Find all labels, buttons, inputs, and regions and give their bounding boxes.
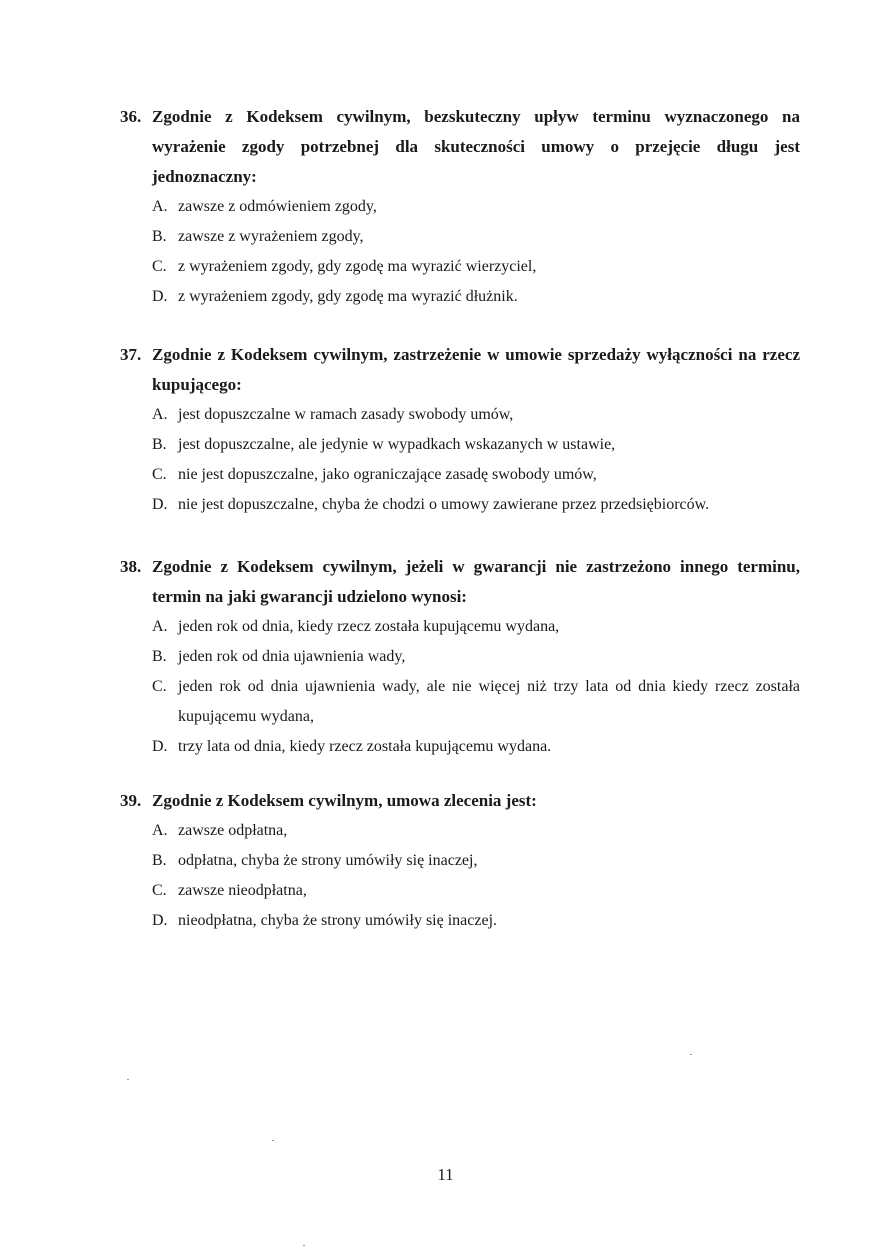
option-text: zawsze nieodpłatna, xyxy=(178,882,307,899)
option-letter: D. xyxy=(152,912,168,929)
answer-option-c xyxy=(120,672,800,732)
scan-speck xyxy=(272,1140,274,1141)
answer-option-a xyxy=(120,400,800,430)
answer-option-d xyxy=(120,490,800,520)
question-number: 37. xyxy=(120,345,142,364)
option-letter: C. xyxy=(152,678,167,695)
answer-option-a xyxy=(120,612,800,642)
option-text: jeden rok od dnia ujawnienia wady, ale nie więcej niż trzy lata od dnia kiedy rzecz została kupującemu wydana, xyxy=(178,678,800,725)
answer-option-a xyxy=(120,192,800,222)
option-text: z wyrażeniem zgody, gdy zgodę ma wyrazić wierzyciel, xyxy=(178,258,537,275)
answer-option-c xyxy=(120,252,800,282)
option-letter: C. xyxy=(152,466,167,483)
question-number: 36. xyxy=(120,107,142,126)
option-text: nieodpłatna, chyba że strony umówiły się inaczej. xyxy=(178,912,498,929)
option-letter: B. xyxy=(152,436,167,453)
option-letter: C. xyxy=(152,882,167,899)
question-number: 38. xyxy=(120,557,142,576)
answer-option-c xyxy=(120,876,800,906)
answer-option-b xyxy=(120,222,800,252)
scan-speck xyxy=(127,1079,129,1080)
answer-option-b xyxy=(120,846,800,876)
question-stem xyxy=(120,786,800,816)
page-number: 11 xyxy=(437,1165,454,1184)
answer-option-b xyxy=(120,642,800,672)
option-text: zawsze z odmówieniem zgody, xyxy=(178,198,377,215)
question-39 xyxy=(120,786,800,936)
option-letter: B. xyxy=(152,648,167,665)
option-text: jest dopuszczalne w ramach zasady swobody umów, xyxy=(178,406,514,423)
question-text: Zgodnie z Kodeksem cywilnym, bezskuteczny upływ terminu wyznaczonego na wyrażenie zgody potrzebnej dla skuteczności umowy o przejęcie długu jest jednoznaczny: xyxy=(152,107,800,186)
option-letter: A. xyxy=(152,406,168,423)
option-letter: C. xyxy=(152,258,167,275)
option-text: nie jest dopuszczalne, jako ograniczające zasadę swobody umów, xyxy=(178,466,597,483)
answer-option-a xyxy=(120,816,800,846)
question-37 xyxy=(120,340,800,520)
question-stem xyxy=(120,102,800,192)
scan-speck xyxy=(690,1054,692,1055)
option-text: jeden rok od dnia, kiedy rzecz została kupującemu wydana, xyxy=(178,618,560,635)
option-letter: D. xyxy=(152,496,168,513)
option-letter: B. xyxy=(152,228,167,245)
question-text: Zgodnie z Kodeksem cywilnym, jeżeli w gwarancji nie zastrzeżono innego terminu, termin na jaki gwarancji udzielono wynosi: xyxy=(152,557,800,606)
option-text: zawsze z wyrażeniem zgody, xyxy=(178,228,364,245)
question-text: Zgodnie z Kodeksem cywilnym, zastrzeżenie w umowie sprzedaży wyłączności na rzecz kupującego: xyxy=(152,345,800,394)
answer-options xyxy=(120,612,800,762)
option-letter: D. xyxy=(152,738,168,755)
answer-option-b xyxy=(120,430,800,460)
option-text: jeden rok od dnia ujawnienia wady, xyxy=(178,648,406,665)
question-stem xyxy=(120,340,800,400)
answer-option-d xyxy=(120,732,800,762)
answer-options xyxy=(120,192,800,312)
option-text: odpłatna, chyba że strony umówiły się inaczej, xyxy=(178,852,478,869)
question-text: Zgodnie z Kodeksem cywilnym, umowa zlecenia jest: xyxy=(152,791,537,810)
option-letter: A. xyxy=(152,618,168,635)
question-36 xyxy=(120,102,800,312)
option-letter: A. xyxy=(152,822,168,839)
scan-speck xyxy=(303,1245,305,1246)
option-text: zawsze odpłatna, xyxy=(178,822,288,839)
question-number: 39. xyxy=(120,791,142,810)
option-text: trzy lata od dnia, kiedy rzecz została kupującemu wydana. xyxy=(178,738,552,755)
option-text: jest dopuszczalne, ale jedynie w wypadkach wskazanych w ustawie, xyxy=(178,436,616,453)
option-letter: B. xyxy=(152,852,167,869)
option-letter: A. xyxy=(152,198,168,215)
answer-options xyxy=(120,400,800,520)
answer-option-c xyxy=(120,460,800,490)
answer-options xyxy=(120,816,800,936)
answer-option-d xyxy=(120,906,800,936)
option-text: nie jest dopuszczalne, chyba że chodzi o umowy zawierane przez przedsiębiorców. xyxy=(178,496,710,513)
answer-option-d xyxy=(120,282,800,312)
option-letter: D. xyxy=(152,288,168,305)
option-text: z wyrażeniem zgody, gdy zgodę ma wyrazić dłużnik. xyxy=(178,288,518,305)
question-38 xyxy=(120,552,800,762)
question-stem xyxy=(120,552,800,612)
